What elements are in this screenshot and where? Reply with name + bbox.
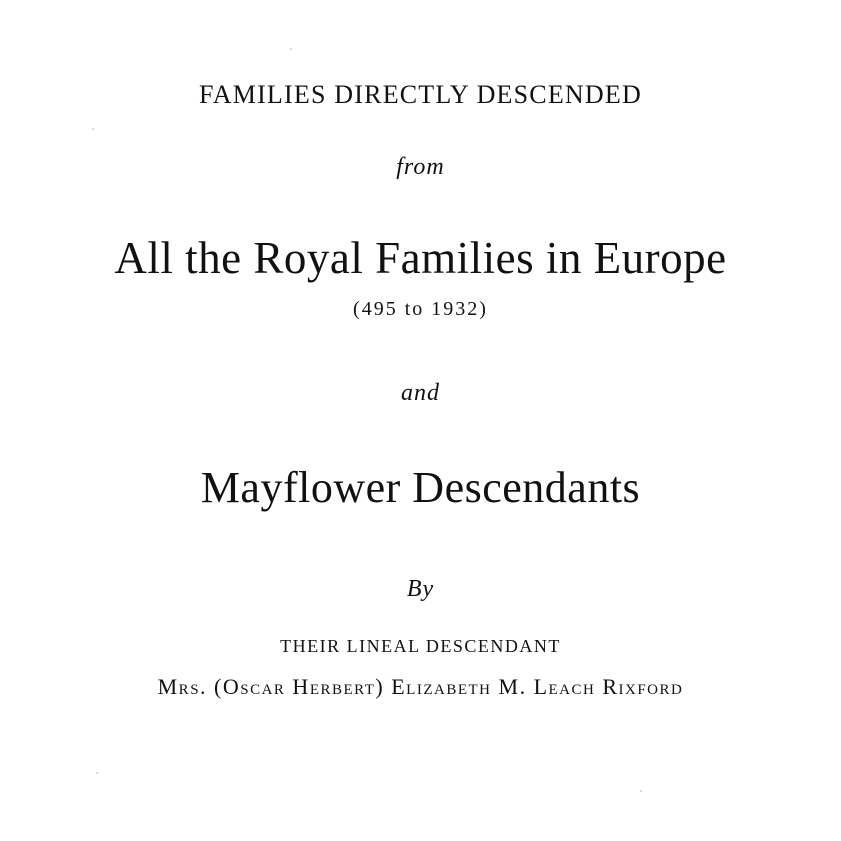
heading-families-directly-descended: FAMILIES DIRECTLY DESCENDED [199, 80, 642, 109]
second-title: Mayflower Descendants [200, 463, 641, 512]
paper-speck [96, 772, 98, 774]
paper-speck [640, 790, 642, 792]
by-line: By [406, 576, 435, 602]
author-role: THEIR LINEAL DESCENDANT [280, 636, 561, 656]
date-range: (495 to 1932) [353, 298, 488, 320]
from-connector: from [396, 154, 445, 180]
paper-speck [92, 128, 94, 130]
author-name: Mrs. (Oscar Herbert) Elizabeth M. Leach Rixford [157, 674, 684, 699]
and-connector: and [401, 380, 440, 406]
paper-speck [290, 48, 292, 50]
main-title: All the Royal Families in Europe [114, 233, 727, 283]
